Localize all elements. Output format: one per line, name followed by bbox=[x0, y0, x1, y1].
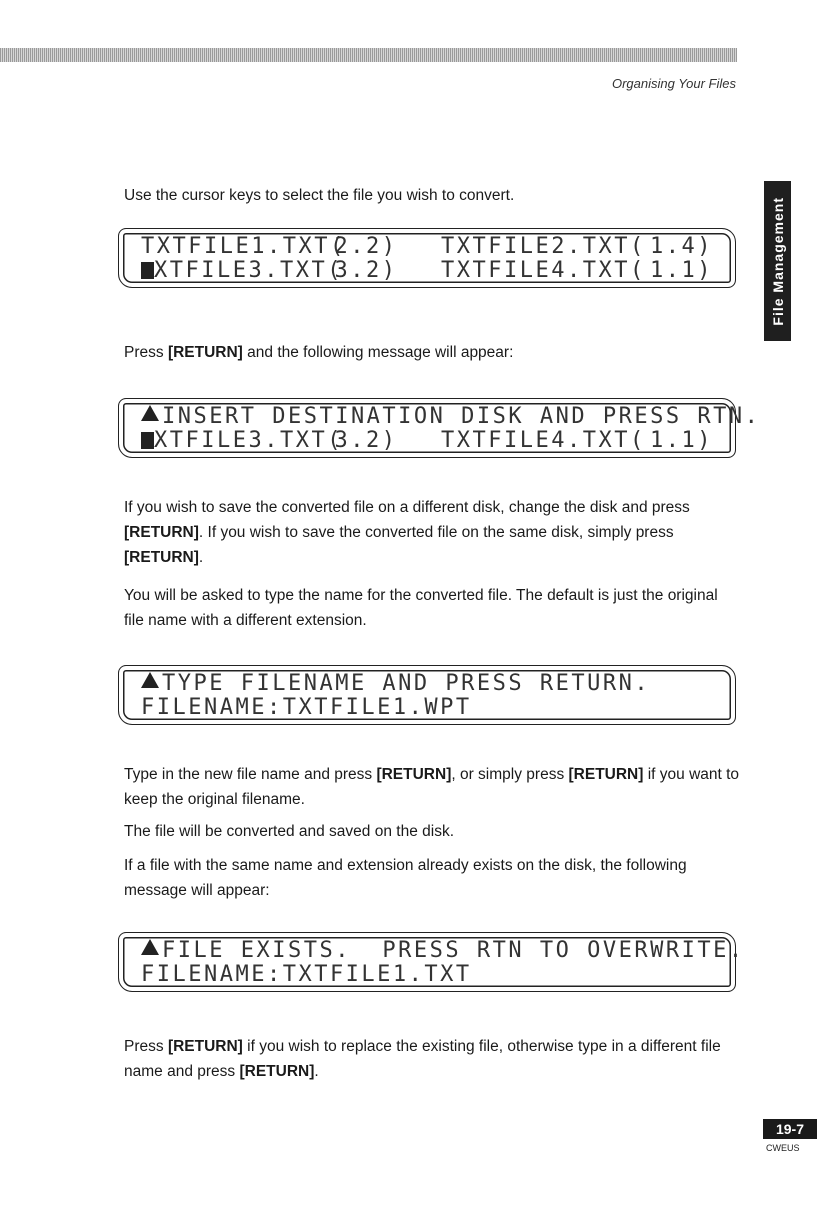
lcd-file-list bbox=[118, 228, 736, 288]
lcd-line: FILENAME:TXTFILE1.WPT bbox=[141, 695, 472, 720]
lcd-cell: TXTFILE4.TXT( bbox=[441, 258, 646, 283]
section-tab-label: File Management bbox=[769, 196, 786, 326]
lcd-cell: XTFILE3.TXT( bbox=[154, 428, 343, 453]
lcd-cell: 3.2) bbox=[334, 258, 398, 283]
lcd-insert-disk bbox=[118, 398, 761, 458]
page-number: 19-7 bbox=[763, 1119, 817, 1139]
lcd-row-1 bbox=[141, 235, 713, 259]
running-header: Organising Your Files bbox=[611, 76, 736, 91]
paragraph-replace-file: Press [RETURN] if you wish to replace the existing file, otherwise type in a different file name and press [RETURN]. bbox=[124, 1038, 721, 1080]
section-tab bbox=[764, 181, 791, 341]
lcd-line: FILE EXISTS. PRESS RTN TO OVERWRITE. bbox=[162, 938, 745, 963]
lcd-file-exists bbox=[118, 932, 745, 992]
lcd-cell: 1.1) bbox=[650, 258, 713, 283]
lcd-cell: 3.2) bbox=[334, 428, 398, 453]
cursor-block-icon bbox=[141, 432, 154, 449]
lcd-cell: XTFILE3.TXT( bbox=[154, 258, 343, 283]
paragraph-save-options: If you wish to save the converted file on a different disk, change the disk and press [RETURN]. If you wish to save the converted file on the same disk, simply press [RETURN]. bbox=[124, 499, 690, 566]
prompt-arrow-icon bbox=[141, 405, 159, 421]
lcd-row-2 bbox=[141, 259, 713, 283]
lcd-line: TYPE FILENAME AND PRESS RETURN. bbox=[162, 671, 651, 696]
paragraph-type-new-name: Type in the new file name and press [RETURN], or simply press [RETURN] if you want to keep the original filename. bbox=[124, 766, 740, 808]
lcd-row-2 bbox=[141, 429, 713, 453]
paragraph-press-return: Press [RETURN] and the following message will appear: bbox=[124, 344, 514, 361]
paragraph-converted: The file will be converted and saved on the disk. bbox=[124, 823, 454, 840]
page-code: CWEUS bbox=[766, 1143, 800, 1153]
paragraph-file-exists: If a file with the same name and extension already exists on the disk, the following message will appear: bbox=[124, 857, 687, 899]
lcd-cell: TXTFILE1.TXT( bbox=[141, 234, 346, 259]
paragraph-select-file: Use the cursor keys to select the file you wish to convert. bbox=[124, 187, 515, 204]
lcd-cell: TXTFILE2.TXT( bbox=[441, 234, 646, 259]
lcd-cell: 1.4) bbox=[650, 234, 713, 259]
lcd-cell: 1.1) bbox=[650, 428, 713, 453]
paragraph-filename-default: You will be asked to type the name for the converted file. The default is just the original file name with a different extension. bbox=[124, 587, 718, 629]
lcd-type-filename bbox=[118, 665, 736, 725]
lcd-row-1 bbox=[141, 672, 713, 696]
lcd-row-1 bbox=[141, 404, 761, 429]
prompt-arrow-icon bbox=[141, 939, 159, 955]
lcd-cell: TXTFILE4.TXT( bbox=[441, 428, 646, 453]
lcd-line: FILENAME:TXTFILE1.TXT bbox=[141, 962, 472, 987]
lcd-row-1 bbox=[141, 938, 745, 963]
header-rule bbox=[0, 48, 737, 62]
lcd-row-2 bbox=[141, 963, 713, 987]
lcd-cell: 2.2) bbox=[334, 234, 398, 259]
lcd-line: INSERT DESTINATION DISK AND PRESS RTN. bbox=[162, 404, 761, 429]
lcd-row-2 bbox=[141, 696, 713, 720]
cursor-block-icon bbox=[141, 262, 154, 279]
prompt-arrow-icon bbox=[141, 672, 159, 688]
